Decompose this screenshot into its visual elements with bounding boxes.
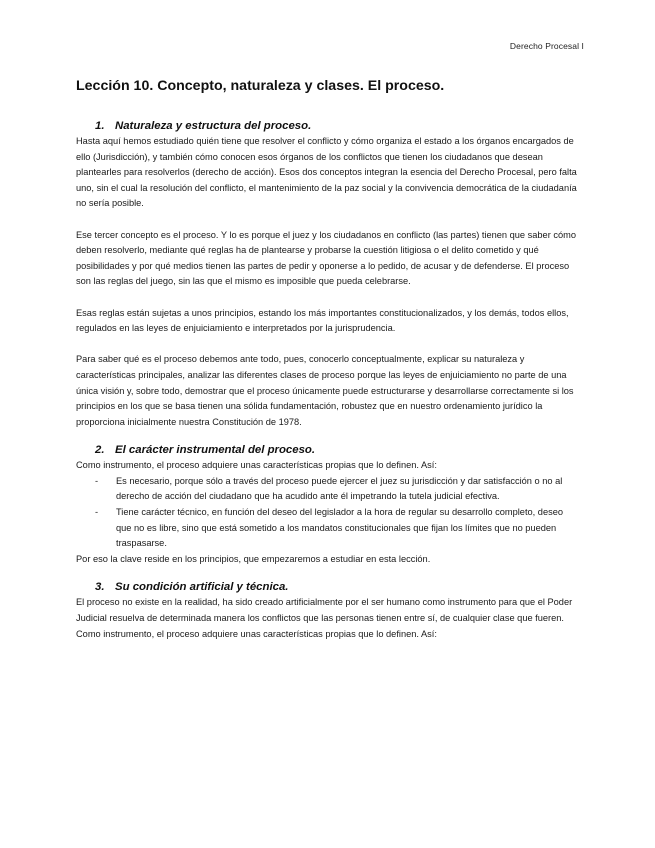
paragraph: Hasta aquí hemos estudiado quién tiene que resolver el conflicto y cómo organiza el estado a los órganos encargados de ello (Jurisdicción), y también cómo conocen esos órganos de los conflictos que tienen los ciudadanos que desean plantearles para resolverlos (derecho de acción). Esos dos conceptos integran la esencia del Derecho Procesal, pero falta uno, sin el cual la resolución del conflicto, el mantenimiento de la paz social y la convivencia democrática de la ciudadanía no sería posible. — [76, 136, 577, 209]
section-caracter-instrumental — [76, 444, 580, 567]
paragraph: Para saber qué es el proceso debemos ante todo, pues, conocerlo conceptualmente, explicar su naturaleza y características principales, analizar las diferentes clases de proceso porque las leyes de enjuiciamiento no parte de una única visión y, sobre todo, demostrar que el proceso únicamente puede estructurarse y desarrollarse correctamente si los principios en los que se basa tienen una sólida fundamentación, robustez que en nuestro ordenamiento jurídico la proporciona inicialmente nuestra Constitución de 1978. — [76, 354, 574, 427]
bullet-list — [76, 474, 580, 552]
section-heading — [76, 444, 580, 456]
list-item — [76, 505, 580, 552]
bullet-marker: - — [95, 507, 99, 518]
running-header: Derecho Procesal I — [509, 41, 584, 51]
section-number: 2. — [95, 444, 105, 457]
section-title: Su condición artificial y técnica. — [115, 581, 289, 594]
section-title: El carácter instrumental del proceso. — [115, 444, 316, 457]
section-heading — [76, 120, 580, 132]
lesson-title: Lección 10. Concepto, naturaleza y clases. El proceso. — [76, 78, 445, 94]
section-naturaleza — [76, 120, 580, 430]
section-condicion-artificial — [76, 581, 580, 642]
paragraph: El proceso no existe en la realidad, ha sido creado artificialmente por el ser humano como instrumento para que el Poder Judicial resuelva de determinada manera los conflictos que las personas tienen entre sí, de cualquier clase que fueren. Como instrumento, el proceso adquiere unas características propias que lo definen. Así: — [76, 597, 573, 639]
paragraph: Ese tercer concepto es el proceso. Y lo es porque el juez y los ciudadanos en conflicto (las partes) tienen que saber cómo deben resolverlo, mediante qué reglas ha de plantearse y probarse la cuestión litigiosa o el delito cometido y qué posibilidades y por qué medios tienen las partes de pedir y oponerse a lo pedido, de acusar y de defenderse. El proceso son las reglas del juego, sin las que el mismo es imposible que pueda celebrarse. — [76, 229, 576, 287]
section-closing: Por eso la clave reside en los principios, que empezaremos a estudiar en esta lección. — [76, 553, 431, 564]
list-item — [76, 474, 580, 505]
list-item-text: Es necesario, porque sólo a través del proceso puede ejercer el juez su jurisdicción y dar satisfacción o no al derecho de acción del ciudadano que ha acudido ante él impetrando la tutela judicial efectiva. — [116, 475, 563, 502]
section-intro: Como instrumento, el proceso adquiere unas características propias que lo definen. Así: — [76, 460, 437, 471]
document-body — [76, 78, 580, 642]
bullet-marker: - — [95, 475, 99, 486]
section-number: 1. — [95, 120, 105, 132]
section-heading — [76, 581, 580, 593]
paragraph: Esas reglas están sujetas a unos principios, estando los más importantes constitucionalizados, y los demás, todos ellos, regulados en las leyes de enjuiciamiento e interpretados por la jurisprudencia. — [76, 307, 569, 334]
section-title: Naturaleza y estructura del proceso. — [115, 120, 312, 132]
list-item-text: Tiene carácter técnico, en función del deseo del legislador a la hora de regular su desarrollo completo, deseo que no es libre, sino que está sometido a los mandatos constitucionales que fijan los límites que no pueden traspasarse. — [116, 507, 564, 549]
section-number: 3. — [95, 581, 105, 594]
